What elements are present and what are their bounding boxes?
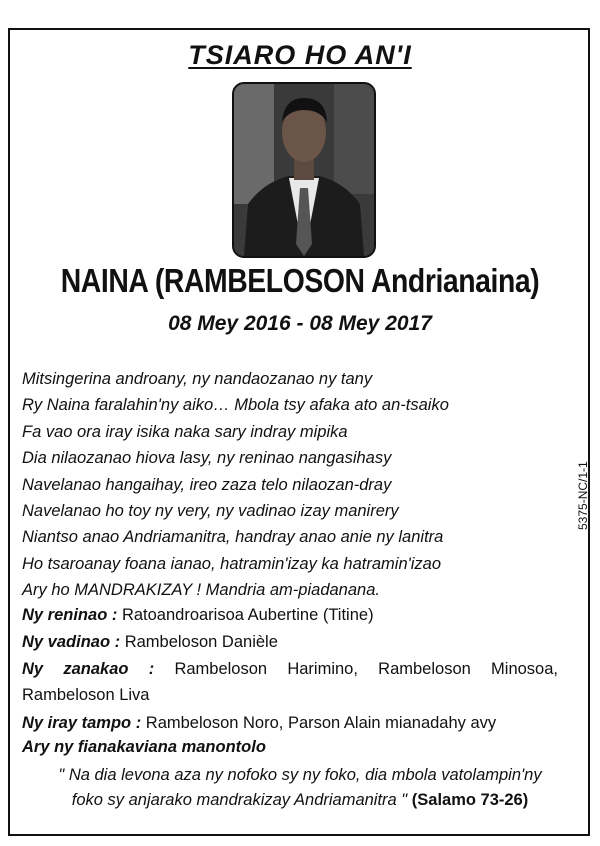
mother-name: Ratoandroarisoa Aubertine (Titine) xyxy=(121,606,374,624)
family-children-cont xyxy=(22,682,558,708)
mother-label: Ny reninao : xyxy=(22,606,118,624)
quote-line: foko sy anjarako mandrakizay Andriamanitra " xyxy=(71,791,408,809)
poem-line: Ary ho MANDRAKIZAY ! Mandria am-piadanana. xyxy=(22,581,380,600)
poem xyxy=(22,366,562,604)
children-names: Rambeloson Harimino, Rambeloson Minosoa, xyxy=(174,660,558,678)
poem-line: Niantso anao Andriamanitra, handray anao anie ny lanitra xyxy=(22,528,444,547)
children-names-cont: Rambeloson Liva xyxy=(22,686,150,704)
poem-line: Ry Naina faralahin'ny aiko… Mbola tsy afaka ato an-tsaiko xyxy=(22,396,449,415)
poem-line: Mitsingerina androany, ny nandaozanao ny tany xyxy=(22,370,373,388)
notice-title: TSIARO HO AN'I xyxy=(188,40,412,70)
poem-line: Navelanao hangaihay, ireo zaza telo nilaozan-dray xyxy=(22,475,392,494)
siblings-names: Rambeloson Noro, Parson Alain mianadahy avy xyxy=(145,714,497,732)
family-siblings xyxy=(22,710,558,736)
family-children xyxy=(22,656,558,682)
memorial-dates: 08 Mey 2016 - 08 Mey 2017 xyxy=(168,312,432,335)
siblings-label: Ny iray tampo : xyxy=(22,714,142,732)
scripture-quote xyxy=(22,763,578,813)
portrait-photo xyxy=(232,82,376,258)
quote-line: " Na dia levona aza ny nofoko sy ny foko, dia mbola vatolampin'ny xyxy=(58,766,542,784)
portrait-illustration xyxy=(234,84,374,256)
deceased-name: NAINA (RAMBELOSON Andrianaina) xyxy=(60,262,540,299)
family-wife xyxy=(22,629,558,655)
poem-line: Ho tsaroanay foana ianao, hatramin'izay ka hatramin'izao xyxy=(22,554,442,573)
family-mother xyxy=(22,602,558,628)
children-label: Ny zanakao : xyxy=(22,660,155,678)
quote-line-2 xyxy=(22,788,578,813)
wife-name: Rambeloson Danièle xyxy=(124,633,278,651)
reference-code: 5375-NC/1-1 xyxy=(576,461,590,530)
poem-line: Dia nilaozanao hiova lasy, ny reninao nangasihasy xyxy=(22,449,392,468)
quote-reference: (Salamo 73-26) xyxy=(411,791,529,809)
closing-line: Ary ny fianakaviana manontolo xyxy=(22,738,266,756)
poem-line: Fa vao ora iray isika naka sary indray mipika xyxy=(22,422,348,441)
wife-label: Ny vadinao : xyxy=(22,633,121,651)
poem-line: Navelanao ho toy ny very, ny vadinao izay manirery xyxy=(22,502,399,521)
